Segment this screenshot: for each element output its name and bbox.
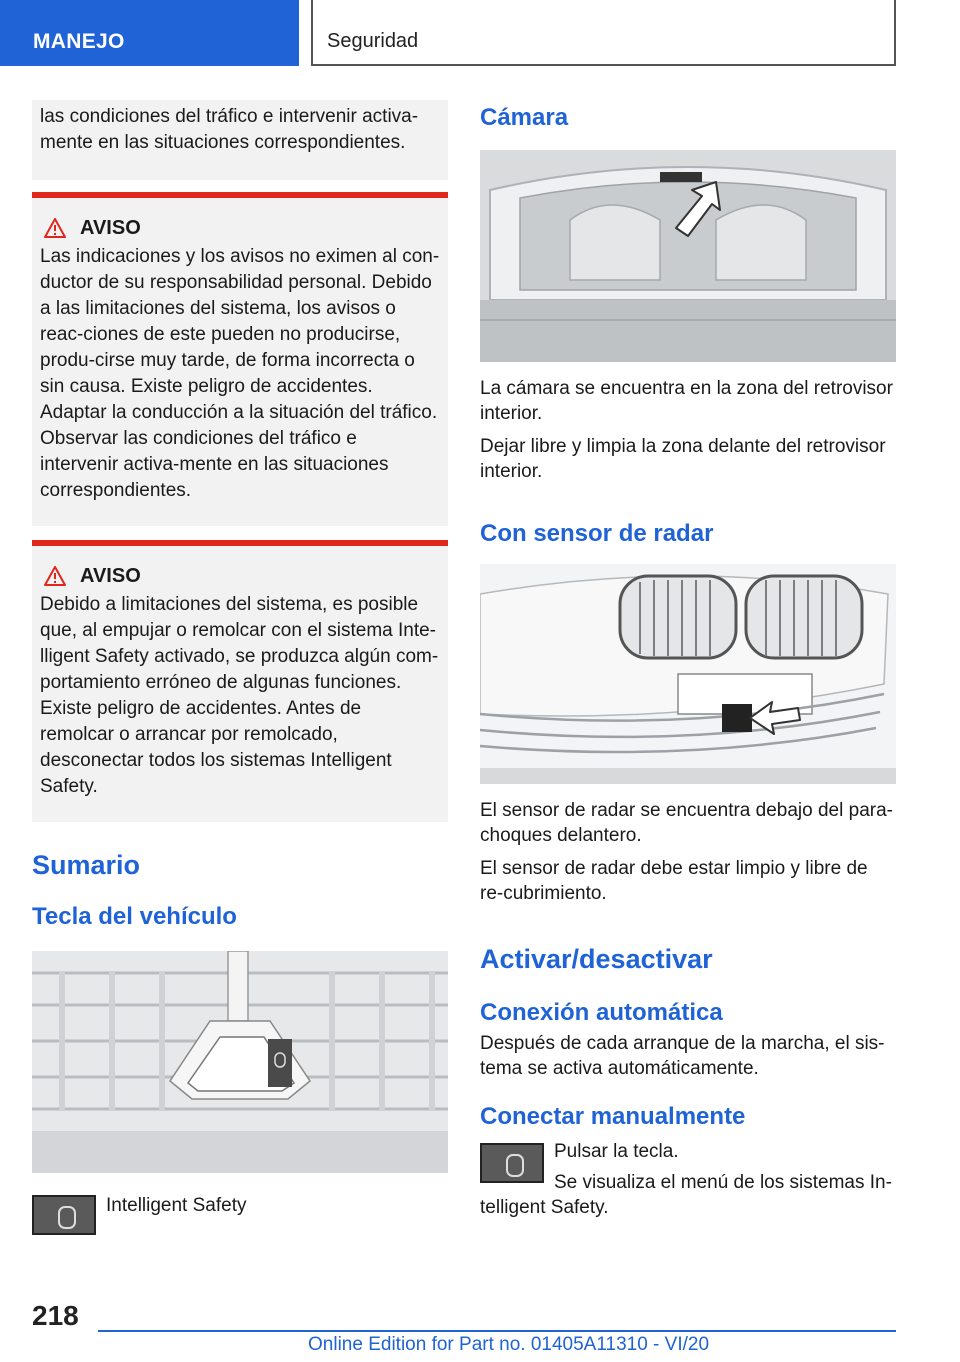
warning-title-2 [40,562,440,590]
auto-text: Después de cada arranque de la marcha, el sis-tema se activa automáticamente. [480,1033,885,1079]
section-title: MANEJO [33,30,125,53]
heading-manual: Conectar manualmente [480,1103,746,1130]
warning-text-2: Debido a limitaciones del sistema, es posible que, al empujar o remolcar con el sistema Inte-lligent Safety activado, se produzca algún com-portamiento erróneo de algunas funciones. Existe peligro de accidentes. Antes de remolcar o arrancar por remolcado, desconectar todos los sistemas Intelligent Safety. [40,594,439,797]
camera-figure [480,150,896,362]
heading-radar: Con sensor de radar [480,520,714,547]
camara-text-2: Dejar libre y limpia la zona delante del retrovisor interior. [480,436,886,482]
warning-box-2 [32,540,448,822]
chapter-tab [311,0,896,66]
warning-box-1 [32,192,448,526]
heading-auto: Conexión automática [480,999,723,1026]
warning-triangle-icon [44,218,66,238]
right-column [480,100,896,1220]
radar-text-2: El sensor de radar debe estar limpio y libre de re-cubrimiento. [480,858,868,904]
camara-text-1: La cámara se encuentra en la zona del retrovisor interior. [480,378,893,424]
key-legend [32,1195,448,1235]
chapter-title: Seguridad [327,30,419,52]
intelligent-safety-key-icon [32,1195,96,1235]
radar-figure [480,564,896,784]
key-legend-label: Intelligent Safety [106,1195,247,1216]
warning-triangle-icon [44,566,66,586]
warning-text-1: Las indicaciones y los avisos no eximen al con-ductor de su responsabilidad personal. Debido a las limitaciones del sistema, los avisos o reac-ciones de este pueden no producirse, produ-cirse muy tarde, de forma incorrecta o sin causa. Existe peligro de accidentes. Adaptar la conducción a la situación del tráfico. Observar las condiciones del tráfico e intervenir activa-mente en las situaciones correspondientes. [40,246,440,501]
heading-sumario: Sumario [32,850,141,880]
footer-rule [98,1330,896,1332]
heading-camara: Cámara [480,104,569,131]
notice-continuation [32,100,448,180]
manual-text-2: Se visualiza el menú de los sistemas In-telligent Safety. [480,1172,892,1218]
page-number: 218 [32,1300,79,1331]
radar-text-1: El sensor de radar se encuentra debajo del para-choques delantero. [480,800,893,846]
warning-title-text-2: AVISO [80,565,141,587]
left-column [32,100,448,1235]
intelligent-safety-key-icon [480,1143,544,1183]
heading-activar: Activar/desactivar [480,944,713,974]
section-tab [0,0,299,66]
warning-title-text-1: AVISO [80,217,141,239]
heading-tecla: Tecla del vehículo [32,903,237,930]
manual-text-1: Pulsar la tecla. [554,1141,679,1162]
notice-continuation-text: las condiciones del tráfico e intervenir activa-mente en las situaciones correspondientes. [40,106,419,153]
manual-block [480,1139,896,1220]
footer-edition: Online Edition for Part no. 01405A11310 - VI/20 [308,1334,710,1355]
vehicle-key-figure [32,951,448,1173]
warning-title-1 [40,214,440,242]
